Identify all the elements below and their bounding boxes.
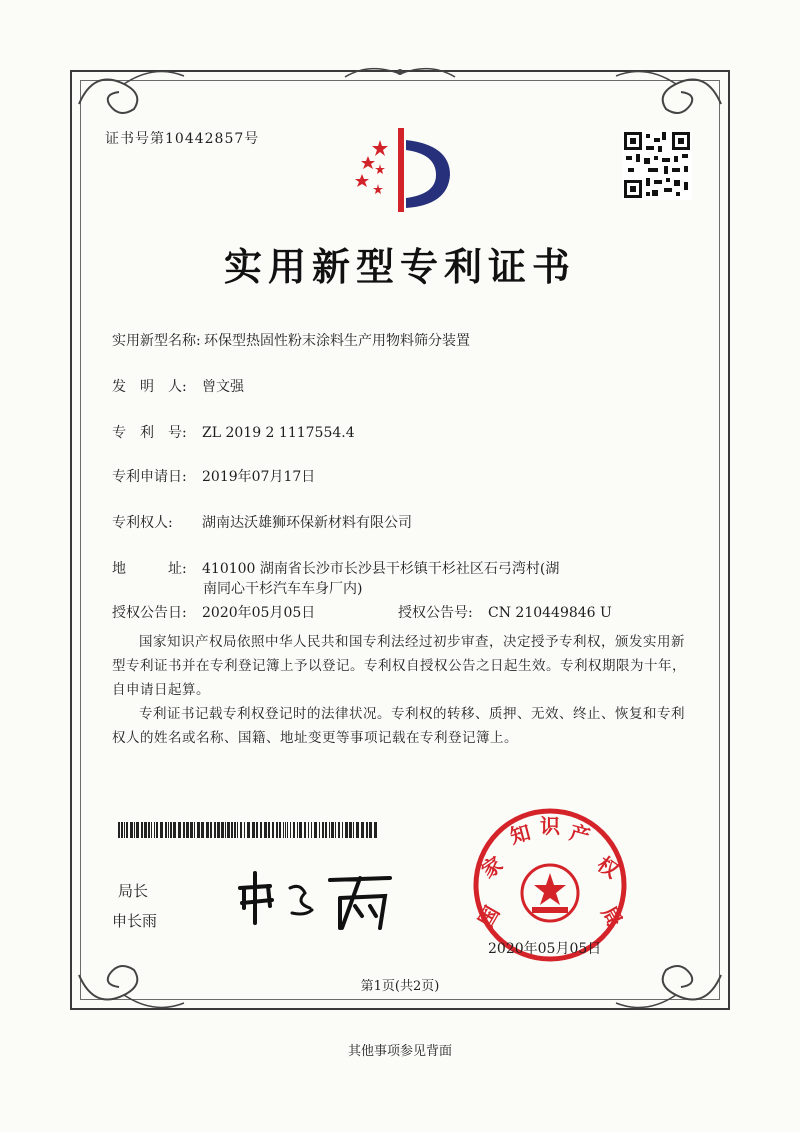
barcode-bar [325,822,327,838]
director-signature [230,858,400,938]
barcode-bar [178,822,181,838]
barcode-bar [170,822,172,838]
field-value: 2019年07月17日 [202,469,316,485]
barcode-bar [156,822,158,838]
field-value: ZL 2019 2 1117554.4 [202,425,355,441]
field-label: 实用新型名称: [112,333,201,349]
barcode-bar [353,822,354,838]
barcode-bar [369,822,372,838]
barcode-bar [356,822,359,838]
field-inventor [112,376,244,396]
field-application-date [112,466,315,486]
svg-text:识: 识 [540,814,560,838]
barcode-bar [349,822,352,838]
barcode-bar [144,822,147,838]
barcode-bar [165,822,167,838]
field-label: 专利权人: [112,515,173,531]
barcode-bar [240,822,242,838]
barcode-bar [335,822,336,838]
barcode-icon [118,822,380,838]
barcode-bar [194,822,195,838]
field-patent-number [112,422,355,442]
barcode-bar [221,822,224,838]
barcode-bar [331,822,334,838]
patent-office-logo [340,120,460,220]
barcode-bar [121,822,123,838]
barcode-bar [136,822,139,838]
barcode-bar [361,822,364,838]
barcode-bar [141,822,143,838]
barcode-bar [279,822,281,838]
barcode-bar [285,822,286,838]
barcode-bar [130,822,133,838]
svg-text:家: 家 [476,851,508,883]
barcode-bar [227,822,230,838]
barcode-bar [225,822,226,838]
field-value: 环保型热固性粉末涂料生产用物料筛分装置 [204,333,470,349]
barcode-bar [206,822,209,838]
barcode-bar [329,822,330,838]
barcode-bar [126,822,128,838]
barcode-bar [374,822,377,838]
barcode-bar [338,822,340,838]
barcode-bar [151,822,152,838]
barcode-bar [260,822,262,838]
barcode-bar [299,822,302,838]
barcode-bar [308,822,309,838]
barcode-bar [276,822,278,838]
barcode-bar [297,822,298,838]
qr-code-icon [622,130,692,200]
field-value: 曾文强 [202,379,244,395]
barcode-bar [252,822,255,838]
field-label: 专 利 号: [112,425,187,441]
field-address [112,558,559,578]
field-label: 授权公告日: [112,605,187,621]
barcode-bar [201,822,204,838]
barcode-bar [304,822,306,838]
footer-note: 其他事项参见背面 [347,1044,452,1059]
barcode-bar [293,822,295,838]
barcode-bar [342,822,343,838]
barcode-bar [160,822,163,838]
statement-paragraph-1: 国家知识产权局依照中华人民共和国专利法经过初步审查，决定授予专利权，颁发实用新型专利证书并在专利登记簿上予以登记。专利权自授权公告之日起生效。专利权期限为十年，自申请日起算。 [112,634,686,698]
field-label: 发 明 人: [112,379,187,395]
barcode-bar [190,822,193,838]
page-info: 第1页(共2页) [360,979,440,994]
barcode-bar [272,822,274,838]
svg-text:知: 知 [507,820,533,849]
barcode-bar [148,822,150,838]
barcode-bar [322,822,324,838]
director-title: 局长 [118,882,149,900]
barcode-bar [186,822,189,838]
certificate-title: 实用新型专利证书 [223,244,576,289]
director-name: 申长雨 [112,912,158,930]
barcode-bar [244,822,245,838]
barcode-bar [290,822,291,838]
statement-paragraph-2: 专利证书记载专利权登记时的法律状况。专利权的转移、质押、无效、终止、恢复和专利权人的姓名或名称、国籍、地址变更等事项记载在专利登记簿上。 [112,706,685,746]
field-patentee [112,512,412,532]
barcode-bar [210,822,212,838]
barcode-bar [214,822,216,838]
barcode-bar [124,822,125,838]
barcode-bar [197,822,200,838]
barcode-bar [154,822,155,838]
barcode-bar [134,822,135,838]
top-center-ornament [340,62,460,82]
svg-text:权: 权 [592,851,624,883]
barcode-bar [173,822,176,838]
corner-ornament-top-left [74,64,194,124]
barcode-bar [283,822,284,838]
barcode-bar [234,822,236,838]
grant-date: 2020年05月05日 [202,605,316,621]
barcode-bar [366,822,368,838]
seal-date: 2020年05月05日 [488,941,602,957]
field-value: 湖南达沃雄狮环保新材料有限公司 [202,515,412,531]
barcode-bar [256,822,258,838]
barcode-bar [311,822,312,838]
barcode-bar [217,822,220,838]
barcode-bar [237,822,238,838]
grant-number: CN 210449846 U [488,605,612,621]
svg-text:产: 产 [567,820,593,849]
barcode-bar [345,822,348,838]
barcode-bar [231,822,233,838]
svg-text:局: 局 [596,901,628,932]
field-utility-model-name [112,330,470,350]
barcode-bar [268,822,270,838]
corner-ornament-top-right [606,64,726,124]
barcode-bar [168,822,169,838]
address-line-2: 南同心干杉汽车车身厂内) [203,581,363,597]
certificate-number: 证书号第10442857号 [105,131,260,147]
field-label: 地 址: [112,561,187,577]
svg-text:国: 国 [473,901,505,932]
field-label: 专利申请日: [112,469,187,485]
field-grant [112,602,612,622]
field-value: 410100 湖南省长沙市长沙县干杉镇干杉社区石弓湾村(湖 [202,561,560,577]
barcode-bar [314,822,317,838]
barcode-bar [264,822,267,838]
grant-number-label: 授权公告号: [398,605,473,621]
barcode-bar [319,822,320,838]
barcode-bar [287,822,288,838]
barcode-bar [183,822,185,838]
barcode-bar [247,822,250,838]
barcode-bar [118,822,120,838]
